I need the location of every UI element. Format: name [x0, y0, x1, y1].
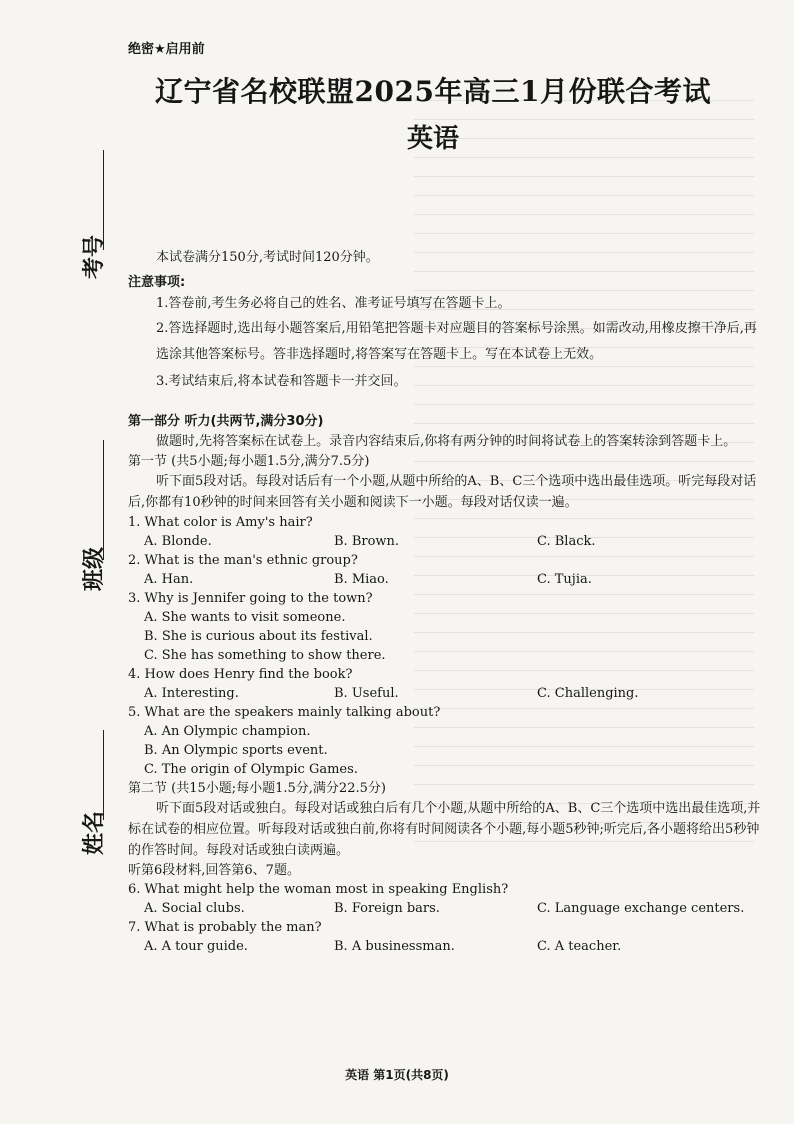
name-label: 姓名 — [82, 810, 107, 855]
class-line — [103, 440, 104, 560]
option-c: C. Language exchange centers. — [537, 901, 745, 916]
option-b: B. Useful. — [334, 686, 399, 701]
question-3: 3. Why is Jennifer going to the town? — [128, 591, 373, 606]
section1-heading: 第一节 (共5小题;每小题1.5分,满分7.5分) — [128, 454, 370, 469]
option-b: B. A businessman. — [334, 939, 455, 954]
option-c: C. A teacher. — [537, 939, 622, 954]
section2-intro: 听下面5段对话或独白。每段对话或独白后有几个小题,从题中所给的A、B、C三个选项中选出最佳选项,并标在试卷的相应位置。听每段对话或独白前,你将有时间阅读各个小题,每小题5秒钟;听完后,各小题将给出5秒钟的作答时间。每段对话或独白读两遍。 — [128, 801, 761, 858]
option-a: A. Blonde. — [144, 534, 212, 549]
option-b: B. She is curious about its festival. — [144, 629, 373, 644]
option-b: B. Miao. — [334, 572, 389, 587]
exam-content — [128, 248, 768, 956]
option-a: A. Han. — [144, 572, 194, 587]
question-5: 5. What are the speakers mainly talking about? — [128, 705, 441, 720]
secret-mark: 绝密★启用前 — [128, 42, 205, 57]
question-1-options — [128, 532, 768, 551]
question-7-options — [128, 937, 768, 956]
exam-title: 辽宁省名校联盟2025年高三1月份联合考试 — [155, 75, 711, 108]
option-a: A. Social clubs. — [144, 901, 245, 916]
option-a: A. Interesting. — [144, 686, 239, 701]
note-item-3: 3.考试结束后,将本试卷和答题卡一并交回。 — [156, 374, 407, 389]
exam-number-label: 考号 — [82, 234, 107, 279]
question-1: 1. What color is Amy's hair? — [128, 515, 313, 530]
page-footer: 英语 第1页(共8页) — [345, 1068, 449, 1082]
section2-heading: 第二节 (共15小题;每小题1.5分,满分22.5分) — [128, 781, 386, 796]
section1-intro: 听下面5段对话。每段对话后有一个小题,从题中所给的A、B、C三个选项中选出最佳选项。听完每段对话后,你都有10秒钟的时间来回答有关小题和阅读下一小题。每段对话仅读一遍。 — [128, 474, 757, 510]
material-instruction: 听第6段材料,回答第6、7题。 — [128, 863, 300, 878]
question-4: 4. How does Henry find the book? — [128, 667, 353, 682]
question-4-options — [128, 684, 768, 703]
option-c: C. Challenging. — [537, 686, 639, 701]
notes-heading: 注意事项: — [128, 275, 186, 290]
part1-intro: 做题时,先将答案标在试卷上。录音内容结束后,你将有两分钟的时间将试卷上的答案转涂到答题卡上。 — [156, 434, 737, 449]
option-a: A. She wants to visit someone. — [144, 610, 346, 625]
option-b: B. Brown. — [334, 534, 400, 549]
question-2: 2. What is the man's ethnic group? — [128, 553, 358, 568]
note-item-1: 1.答卷前,考生务必将自己的姓名、准考证号填写在答题卡上。 — [156, 296, 511, 311]
option-c: C. Black. — [537, 534, 596, 549]
option-c: C. Tujia. — [537, 572, 592, 587]
note-item-2: 2.答选择题时,选出每小题答案后,用铅笔把答题卡对应题目的答案标号涂黑。如需改动,用橡皮擦干净后,再选涂其他答案标号。答非选择题时,将答案写在答题卡上。写在本试卷上无效。 — [156, 321, 757, 362]
question-6: 6. What might help the woman most in speaking English? — [128, 882, 509, 897]
option-c: C. She has something to show there. — [144, 648, 386, 663]
part1-heading: 第一部分 听力(共两节,满分30分) — [128, 414, 324, 429]
class-label: 班级 — [82, 546, 107, 591]
option-c: C. The origin of Olympic Games. — [144, 762, 358, 777]
subject-title: 英语 — [406, 124, 459, 154]
question-2-options — [128, 570, 768, 589]
option-a: A. A tour guide. — [144, 939, 248, 954]
option-a: A. An Olympic champion. — [144, 724, 311, 739]
option-b: B. An Olympic sports event. — [144, 743, 328, 758]
name-line — [103, 730, 104, 820]
question-6-options — [128, 899, 768, 918]
exam-intro: 本试卷满分150分,考试时间120分钟。 — [156, 250, 379, 265]
option-b: B. Foreign bars. — [334, 901, 440, 916]
question-7: 7. What is probably the man? — [128, 920, 322, 935]
